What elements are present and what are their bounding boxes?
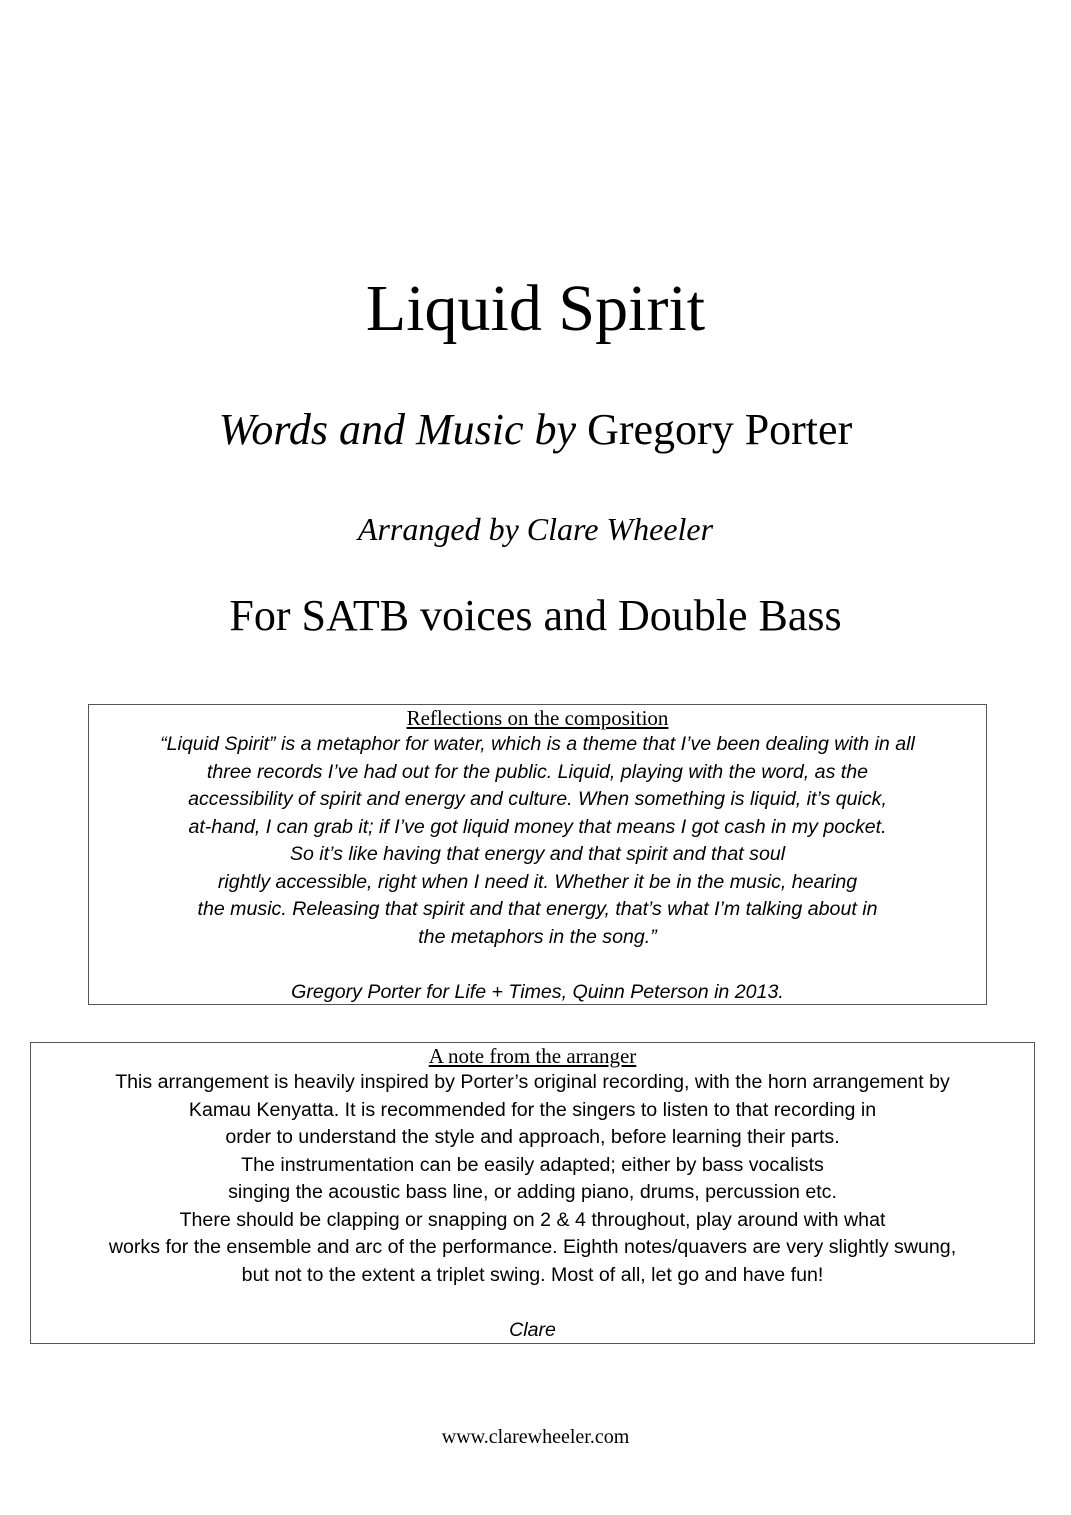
spacer — [31, 1289, 1034, 1317]
arranger-note-line: There should be clapping or snapping on 2 & 4 throughout, play around with what — [179, 1208, 886, 1231]
reflections-box — [88, 704, 987, 1005]
reflections-line: three records I’ve had out for the public. Liquid, playing with the word, as the — [206, 760, 869, 783]
page-title: Liquid Spirit — [365, 272, 706, 345]
footer-website: www.clarewheeler.com — [441, 1426, 630, 1448]
arranger-note-line: singing the acoustic bass line, or adding piano, drums, percussion etc. — [228, 1181, 837, 1203]
reflections-attribution: Gregory Porter for Life + Times, Quinn Peterson in 2013. — [291, 980, 784, 1003]
reflections-heading: Reflections on the composition — [406, 706, 669, 730]
arranger-note-line: but not to the extent a triplet swing. Most of all, let go and have fun! — [241, 1263, 824, 1286]
arranger-note-line: The instrumentation can be easily adapted; either by bass vocalists — [241, 1153, 824, 1176]
credit-prefix: Words and Music by — [218, 405, 577, 454]
arranger-credit: Arranged by Clare Wheeler — [357, 511, 714, 547]
reflections-line: the music. Releasing that spirit and that energy, that’s what I’m talking about in — [197, 898, 878, 920]
arranger-note-heading: A note from the arranger — [428, 1044, 637, 1068]
arranger-note-line: works for the ensemble and arc of the performance. Eighth notes/quavers are very slightly swung, — [108, 1236, 957, 1258]
arranger-note-box — [30, 1042, 1035, 1344]
reflections-line: rightly accessible, right when I need it. Whether it be in the music, hearing — [217, 870, 858, 893]
reflections-line: accessibility of spirit and energy and culture. When something is liquid, it’s quick, — [188, 788, 887, 810]
arranger-note-line: Kamau Kenyatta. It is recommended for the singers to listen to that recording in — [188, 1098, 877, 1121]
spacer — [89, 951, 986, 979]
composer-name: Gregory Porter — [587, 405, 853, 454]
reflections-line: “Liquid Spirit” is a metaphor for water, which is a theme that I’ve been dealing with in all — [160, 733, 915, 755]
arranger-note-line: order to understand the style and approach, before learning their parts. — [225, 1126, 840, 1148]
composer-credit — [0, 402, 1071, 458]
arranger-signoff: Clare — [509, 1318, 556, 1341]
reflections-line: at-hand, I can grab it; if I’ve got liquid money that means I got cash in my pocket. — [188, 815, 887, 838]
reflections-line: the metaphors in the song.” — [418, 925, 657, 948]
reflections-line: So it’s like having that energy and that spirit and that soul — [289, 843, 786, 865]
arranger-note-line: This arrangement is heavily inspired by Porter’s original recording, with the horn arrangement by — [115, 1071, 950, 1093]
scoring-line: For SATB voices and Double Bass — [229, 591, 842, 640]
